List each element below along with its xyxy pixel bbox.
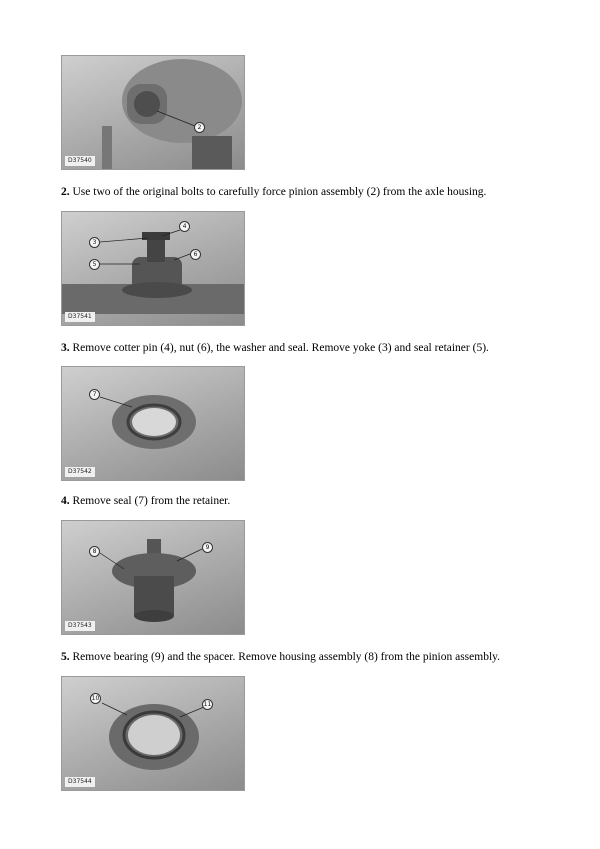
callout-5: 5 <box>89 259 100 270</box>
figure-id-label: D37541 <box>65 312 95 322</box>
step-4 <box>61 494 230 508</box>
pinion-assembly-illustration <box>62 212 244 325</box>
pinion-housing-bearing-illustration <box>62 677 244 790</box>
figure-id-label: D37542 <box>65 467 95 477</box>
callout-9: 9 <box>202 542 213 553</box>
figure-id-label: D37540 <box>65 156 95 166</box>
callout-8: 8 <box>89 546 100 557</box>
step-3 <box>61 341 489 355</box>
callout-7: 7 <box>89 389 100 400</box>
step-number: 5. <box>61 651 70 663</box>
pinion-housing-illustration <box>62 56 244 169</box>
step-number: 4. <box>61 495 70 507</box>
seal-retainer-illustration <box>62 367 244 480</box>
figure-id-label: D37544 <box>65 777 95 787</box>
figure-id-label: D37543 <box>65 621 95 631</box>
step-number: 3. <box>61 342 70 354</box>
figure-photo-4 <box>61 520 245 635</box>
step-text: Remove seal (7) from the retainer. <box>72 495 231 507</box>
callout-3: 3 <box>89 237 100 248</box>
callout-4: 4 <box>179 221 190 232</box>
step-5 <box>61 650 500 664</box>
figure-photo-2 <box>61 211 245 326</box>
callout-10: 10 <box>91 695 100 702</box>
step-text: Remove bearing (9) and the spacer. Remove housing assembly (8) from the pinion assembly. <box>72 651 501 663</box>
housing-assembly-illustration <box>62 521 244 634</box>
figure-photo-3 <box>61 366 245 481</box>
step-2 <box>61 185 486 199</box>
callout-6: 6 <box>190 249 201 260</box>
step-text: Remove cotter pin (4), nut (6), the washer and seal. Remove yoke (3) and seal retainer (5). <box>72 342 489 354</box>
figure-photo-1 <box>61 55 245 170</box>
callout-2: 2 <box>194 122 205 133</box>
step-text: Use two of the original bolts to carefully force pinion assembly (2) from the axle housing. <box>72 186 487 198</box>
callout-11: 11 <box>203 701 212 708</box>
step-number: 2. <box>61 186 70 198</box>
figure-photo-5 <box>61 676 245 791</box>
